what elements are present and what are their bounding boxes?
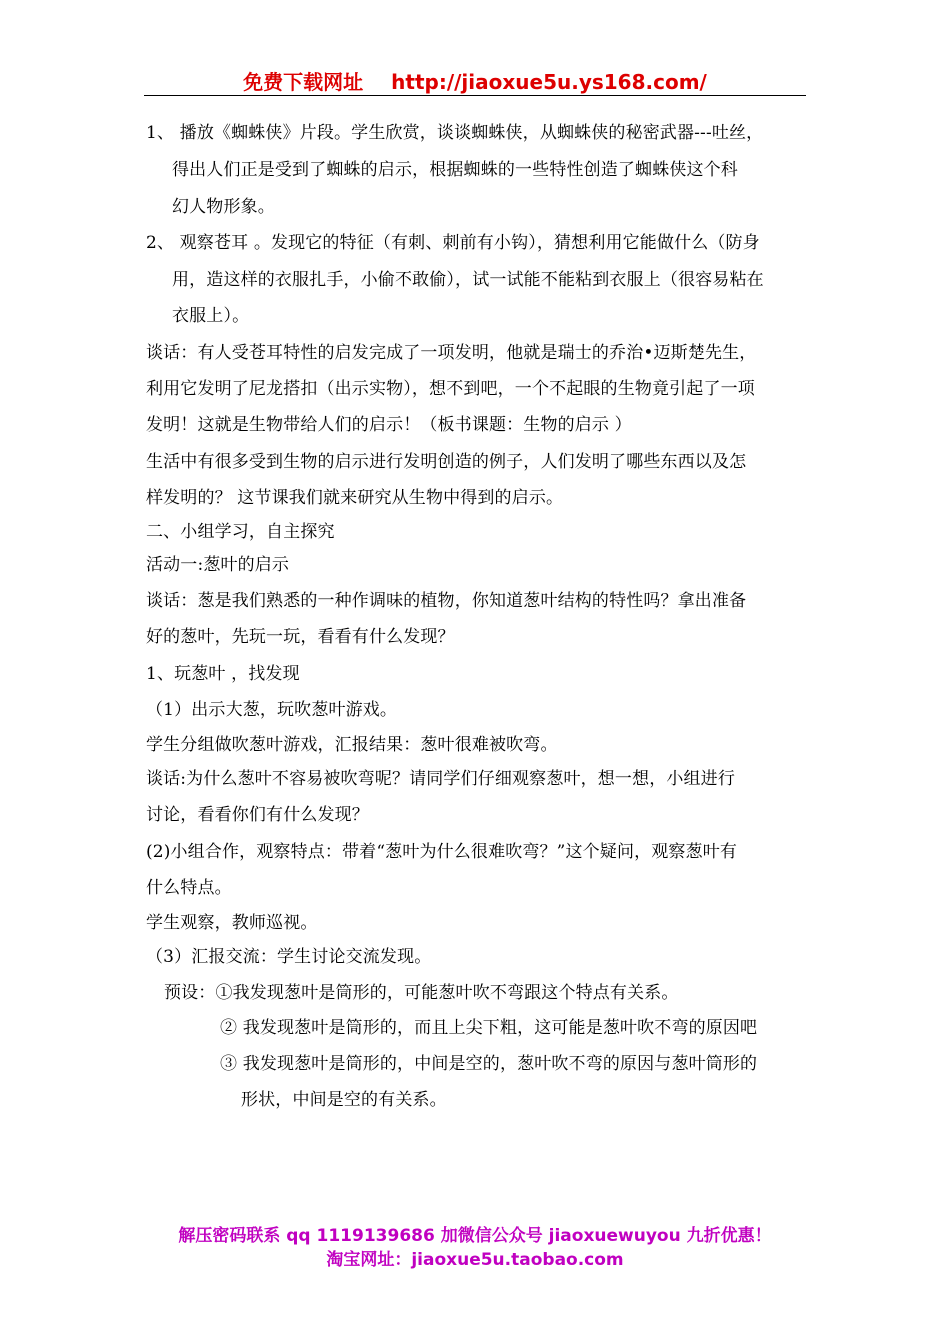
body-line: 好的葱叶，先玩一玩，看看有什么发现？ [146,627,455,647]
body-line: 利用它发明了尼龙搭扣（出示实物），想不到吧，一个不起眼的生物竟引起了一项 [146,379,755,399]
body-line: 预设：①我发现葱叶是筒形的，可能葱叶吹不弯跟这个特点有关系。 [164,983,679,1003]
body-line: 形状，中间是空的有关系。 [241,1090,447,1110]
body-line: ③ 我发现葱叶是筒形的，中间是空的，葱叶吹不弯的原因与葱叶筒形的 [220,1054,758,1074]
header-url-link[interactable]: http://jiaoxue5u.ys168.com/ [391,70,707,94]
body-line: 什么特点。 [146,878,232,898]
body-line: 发明！这就是生物带给人们的启示！（板书课题：生物的启示 ） [146,415,632,435]
body-line: 1、玩葱叶 ，找发现 [146,664,300,684]
activity-heading: 活动一:葱叶的启示 [146,555,290,575]
body-line: （3）汇报交流：学生讨论交流发现。 [146,947,432,967]
section-heading: 二、小组学习，自主探究 [146,522,335,542]
body-line: 谈话:为什么葱叶不容易被吹弯呢？请同学们仔细观察葱叶，想一想，小组进行 [146,769,735,789]
footer-shop-link[interactable]: 淘宝网址：jiaoxue5u.taobao.com [326,1250,624,1270]
body-line: ② 我发现葱叶是筒形的，而且上尖下粗，这可能是葱叶吹不弯的原因吧 [220,1018,758,1038]
body-line: 幻人物形象。 [172,197,275,217]
body-line: 生活中有很多受到生物的启示进行发明创造的例子，人们发明了哪些东西以及怎 [146,452,747,472]
body-line: 2、 观察苍耳 。发现它的特征（有刺、刺前有小钩），猜想利用它能做什么（防身 [146,233,760,253]
body-line: 1、 播放《蜘蛛侠》片段。学生欣赏，谈谈蜘蛛侠，从蜘蛛侠的秘密武器---吐丝， [146,123,764,143]
body-line: 学生观察，教师巡视。 [146,913,318,933]
header-label: 免费下载网址 [243,70,364,94]
body-line: 学生分组做吹葱叶游戏，汇报结果：葱叶很难被吹弯。 [146,735,558,755]
body-line: （1）出示大葱，玩吹葱叶游戏。 [146,700,398,720]
body-line: 样发明的？ 这节课我们就来研究从生物中得到的启示。 [146,488,564,508]
body-line: 谈话：葱是我们熟悉的一种作调味的植物，你知道葱叶结构的特性吗？拿出准备 [146,591,747,611]
body-line: 衣服上）。 [172,306,250,326]
body-line: 得出人们正是受到了蜘蛛的启示，根据蜘蛛的一些特性创造了蜘蛛侠这个科 [172,160,738,180]
body-line: 讨论，看看你们有什么发现？ [146,805,369,825]
footer-contact: 解压密码联系 qq 1119139686 加微信公众号 jiaoxuewuyou 九折优惠！ [178,1226,772,1246]
body-line: 谈话：有人受苍耳特性的启发完成了一项发明，他就是瑞士的乔治•迈斯楚先生， [146,343,757,363]
body-line: 用，造这样的衣服扎手，小偷不敢偷），试一试能不能粘到衣服上（很容易粘在 [172,270,764,290]
body-line: (2)小组合作，观察特点：带着“葱叶为什么很难吹弯？”这个疑问，观察葱叶有 [146,842,738,862]
